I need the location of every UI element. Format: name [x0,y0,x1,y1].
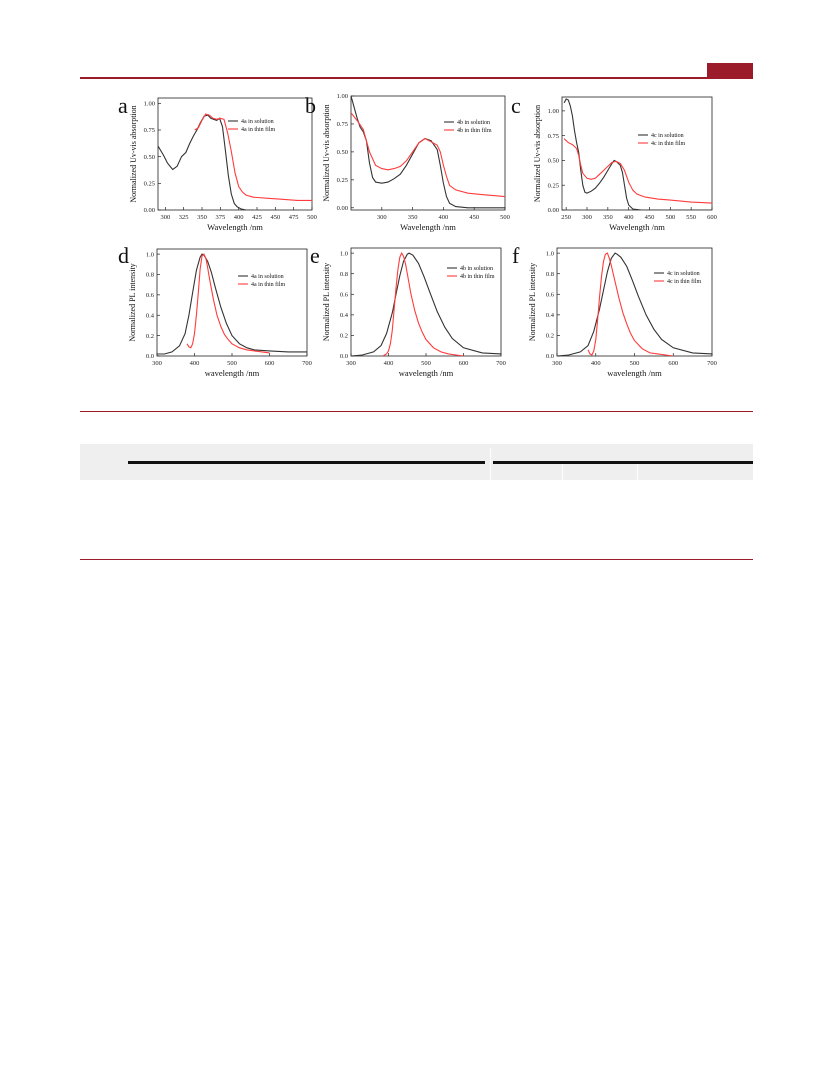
x-tick-label: 300 [346,360,356,367]
y-tick-label: 0.00 [336,204,348,212]
x-tick-label: 300 [376,214,387,221]
y-tick-label: 1.0 [339,250,348,258]
y-tick-label: 1.0 [145,251,154,259]
chart-panel-c [511,93,717,232]
y-axis-label: Normalized PL intensity [322,262,331,342]
legend-entry: 4c in thin film [667,279,702,285]
table-column-separator [490,448,491,480]
x-tick-label: 600 [668,360,679,367]
x-tick-label: 350 [602,214,613,221]
legend-entry: 4a in thin film [241,127,276,133]
figure-absorption-pl-panels [80,85,753,385]
y-tick-label: 0.8 [145,271,154,279]
x-tick-label: 375 [215,214,226,221]
legend-entry: 4b in solution [460,266,494,272]
y-tick-label: 0.0 [545,353,554,361]
x-tick-label: 400 [383,360,394,367]
chart-panel-a [118,93,317,232]
series-line-solution [351,96,505,208]
table-column-separator [637,464,638,480]
y-tick-label: 1.00 [143,100,155,108]
x-tick-label: 450 [270,214,281,221]
x-tick-label: 250 [561,214,572,221]
x-tick-label: 400 [590,360,601,367]
x-axis-label: wavelength /nm [607,368,662,378]
figure-svg [80,85,753,385]
x-tick-label: 425 [252,214,262,221]
y-tick-label: 0.2 [339,332,348,340]
table-header-line-left [128,461,485,464]
plot-frame [562,97,712,210]
legend-entry: 4a in thin film [251,282,286,288]
x-tick-label: 450 [469,214,480,221]
section-rule-top [80,411,753,412]
y-axis-label: Normalized PL intensity [528,262,537,342]
table-column-separator [562,464,563,480]
x-tick-label: 700 [302,360,312,367]
y-tick-label: 0.75 [336,121,348,129]
y-tick-label: 0.00 [547,207,559,215]
panel-letter: b [305,93,316,118]
panel-letter: c [511,93,521,118]
chart-panel-d [118,243,312,378]
legend-entry: 4c in thin film [651,141,686,147]
x-tick-label: 400 [623,214,634,221]
y-tick-label: 0.00 [143,207,155,215]
series-line-thin-film [564,139,712,204]
x-tick-label: 350 [407,214,418,221]
chart-panel-e [310,243,506,378]
x-tick-label: 400 [233,214,244,221]
plot-frame [158,98,312,210]
x-tick-label: 600 [264,360,275,367]
table-header-line-right [493,461,753,464]
y-tick-label: 0.75 [143,127,155,135]
panel-letter: a [118,93,128,118]
header-rule [80,77,753,79]
panel-letter: f [512,243,520,268]
x-tick-label: 500 [227,360,237,367]
x-tick-label: 500 [500,214,510,221]
x-tick-label: 450 [644,214,655,221]
y-tick-label: 1.00 [336,93,348,101]
x-tick-label: 300 [582,214,592,221]
x-axis-label: Wavelength /nm [609,222,665,232]
legend-entry: 4b in thin film [460,274,495,280]
series-line-thin-film [187,254,270,353]
y-axis-label: Normalized Uv-vis absorption [322,104,331,202]
section-rule-bottom [80,559,753,560]
x-tick-label: 400 [438,214,449,221]
x-tick-label: 300 [160,214,171,221]
chart-panel-f [512,243,717,378]
plot-frame [351,96,505,210]
legend-entry: 4c in solution [651,133,684,139]
x-tick-label: 600 [707,214,717,221]
y-tick-label: 0.50 [336,149,348,157]
x-tick-label: 500 [629,360,640,367]
x-tick-label: 325 [178,214,189,221]
legend-entry: 4b in solution [457,120,491,126]
y-tick-label: 0.6 [339,291,348,299]
x-tick-label: 475 [288,214,299,221]
series-line-solution [157,254,307,354]
y-axis-label: Normalized PL intensity [128,263,137,342]
x-tick-label: 550 [686,214,697,221]
y-tick-label: 0.50 [143,153,155,161]
y-tick-label: 0.4 [145,312,154,320]
y-tick-label: 0.4 [545,312,554,320]
plot-frame [157,249,307,356]
x-tick-label: 300 [152,360,162,367]
x-tick-label: 500 [421,360,431,367]
legend-entry: 4b in thin film [457,128,492,134]
y-tick-label: 0.6 [145,292,154,300]
y-tick-label: 0.2 [145,332,154,340]
x-axis-label: Wavelength /nm [207,222,263,232]
y-tick-label: 0.75 [547,132,559,140]
x-axis-label: Wavelength /nm [400,222,456,232]
y-tick-label: 0.6 [545,291,554,299]
series-line-solution [158,115,253,210]
y-tick-label: 0.25 [547,182,559,190]
y-tick-label: 0.8 [339,270,348,278]
legend-entry: 4c in solution [667,271,700,277]
y-tick-label: 0.25 [143,180,155,188]
chart-panel-b [305,93,510,232]
x-tick-label: 700 [707,360,717,367]
x-tick-label: 350 [197,214,207,221]
y-tick-label: 0.0 [145,353,154,361]
x-tick-label: 600 [458,360,469,367]
y-tick-label: 0.4 [339,312,348,320]
x-tick-label: 500 [665,214,676,221]
y-tick-label: 0.2 [545,332,554,340]
y-tick-label: 0.8 [545,270,554,278]
x-tick-label: 300 [552,360,562,367]
x-tick-label: 500 [307,214,317,221]
panel-letter: d [118,243,129,268]
x-tick-label: 400 [189,360,200,367]
series-line-solution [564,99,712,210]
panel-letter: e [310,243,320,268]
y-axis-label: Normalized Uv-vis absorption [533,104,542,203]
y-tick-label: 0.50 [547,157,559,165]
header-color-block [707,63,753,78]
y-tick-label: 1.00 [547,108,559,116]
x-axis-label: wavelength /nm [204,368,260,378]
y-tick-label: 0.0 [339,353,348,361]
y-axis-label: Normalized Uv-vis absorption [129,105,138,203]
y-tick-label: 0.25 [336,177,348,185]
legend-entry: 4a in solution [251,274,284,280]
y-tick-label: 1.0 [545,250,554,258]
x-tick-label: 700 [496,360,506,367]
legend-entry: 4a in solution [241,119,274,125]
x-axis-label: wavelength /nm [398,368,454,378]
